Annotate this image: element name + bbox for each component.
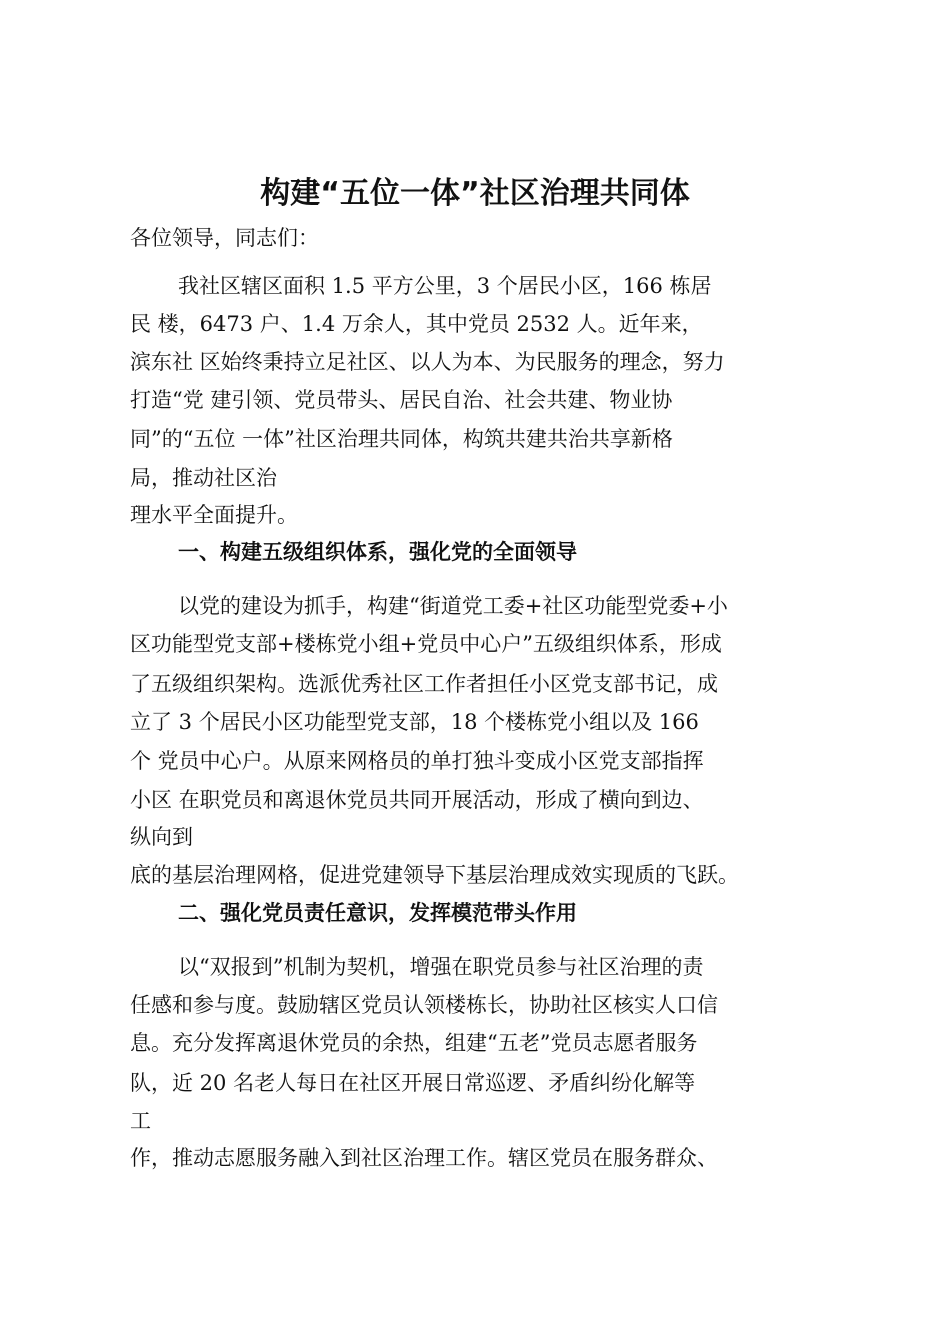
section-1-line-7: 纵向到 [130, 825, 193, 849]
section-2-line-6: 作，推动志愿服务融入到社区治理工作。辖区党员在服务群众、 [130, 1146, 718, 1170]
section-2-line-2: 任感和参与度。鼓励辖区党员认领楼栋长，协助社区核实人口信 [130, 993, 718, 1017]
intro-line-6: 局，推动社区治 [130, 466, 277, 490]
section-1-line-2: 区功能型党支部+楼栋党小组+党员中心户”五级组织体系，形成 [130, 632, 722, 656]
intro-line-5: 同”的“五位 一体”社区治理共同体，构筑共建共治共享新格 [130, 427, 673, 451]
intro-line-4: 打造“党 建引领、党员带头、居民自治、社会共建、物业协 [130, 388, 673, 412]
section-2-heading: 二、强化党员责任意识，发挥模范带头作用 [178, 901, 577, 925]
section-1-heading: 一、构建五级组织体系，强化党的全面领导 [178, 540, 577, 564]
section-1-line-6: 小区 在职党员和离退休党员共同开展活动，形成了横向到边、 [130, 788, 704, 812]
section-1-line-4: 立了 3 个居民小区功能型党支部，18 个楼栋党小组以及 166 [130, 710, 699, 734]
section-2-line-3: 息。充分发挥离退休党员的余热，组建“五老”党员志愿者服务 [130, 1031, 698, 1055]
intro-line-7: 理水平全面提升。 [130, 503, 298, 527]
section-2-line-1: 以“双报到”机制为契机，增强在职党员参与社区治理的责 [178, 955, 704, 979]
section-1-line-1: 以党的建设为抓手，构建“街道党工委+社区功能型党委+小 [178, 594, 728, 618]
intro-line-1: 我社区辖区面积 1.5 平方公里，3 个居民小区，166 栋居 [178, 274, 712, 298]
intro-line-3: 滨东社 区始终秉持立足社区、以人为本、为民服务的理念，努力 [130, 350, 725, 374]
intro-line-2: 民 楼，6473 户、1.4 万余人，其中党员 2532 人。近年来， [130, 312, 703, 336]
document-title: 构建“五位一体”社区治理共同体 [260, 176, 690, 211]
section-2-line-4: 队，近 20 名老人每日在社区开展日常巡逻、矛盾纠纷化解等 [130, 1071, 696, 1095]
salutation: 各位领导，同志们： [130, 226, 319, 250]
section-1-line-8: 底的基层治理网格，促进党建领导下基层治理成效实现质的飞跃。 [130, 863, 739, 887]
section-1-line-5: 个 党员中心户。从原来网格员的单打独斗变成小区党支部指挥 [130, 749, 704, 773]
section-1-line-3: 了五级组织架构。选派优秀社区工作者担任小区党支部书记，成 [130, 672, 718, 696]
section-2-line-5: 工 [130, 1109, 151, 1133]
